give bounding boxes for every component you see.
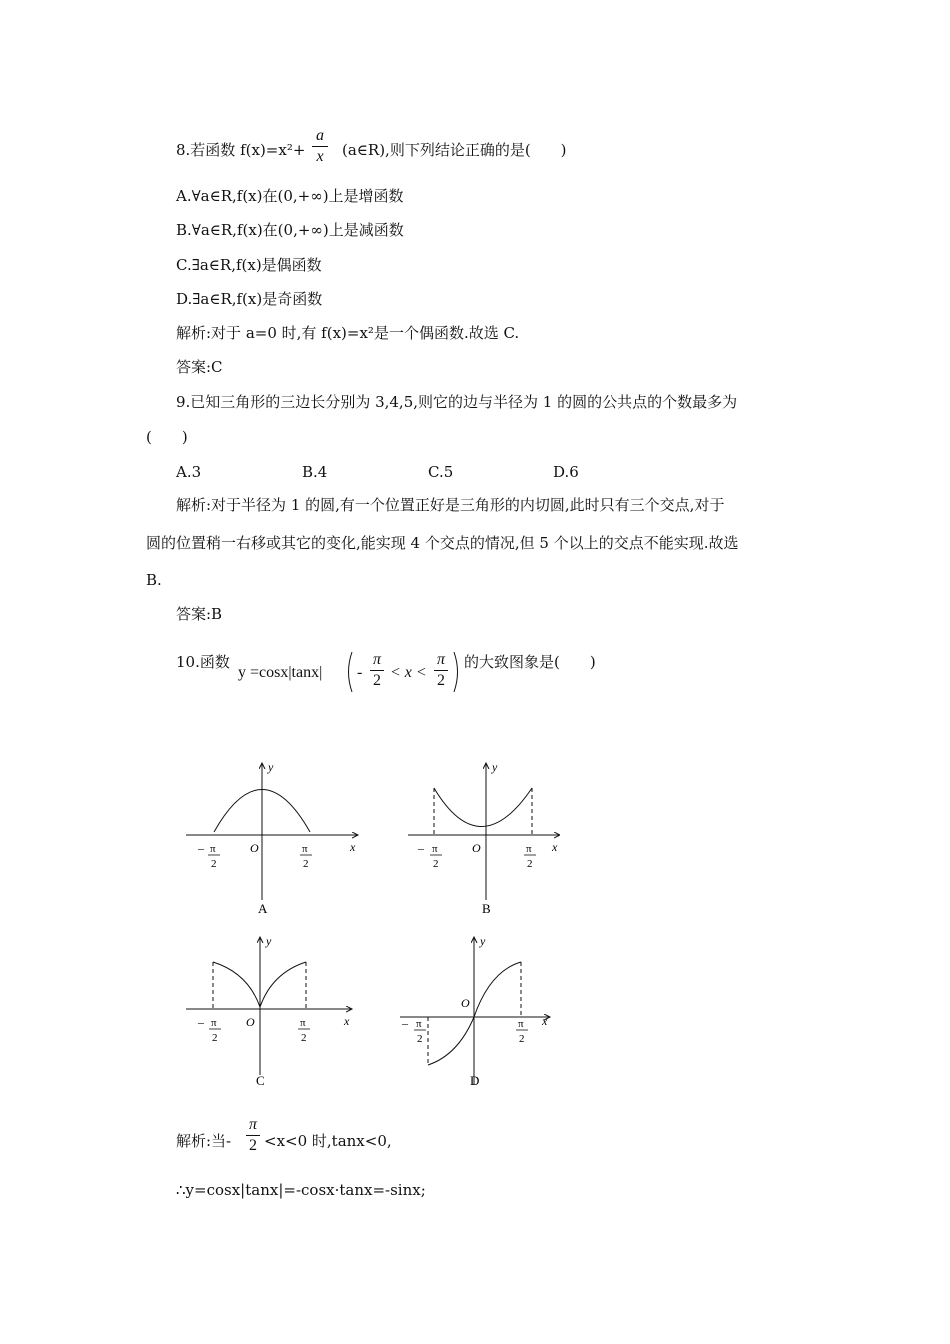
graph-d-pos-den: 2 bbox=[519, 1033, 525, 1045]
graph-c bbox=[186, 934, 352, 1088]
q9-stem-line1: 9.已知三角形的三边长分别为 3,4,5,则它的边与半径为 1 的圆的公共点的个数最多为 bbox=[176, 393, 738, 411]
graph-a-x-label: x bbox=[350, 840, 356, 854]
graph-a-neg-minus: – bbox=[198, 841, 204, 855]
q9-option-b: B.4 bbox=[302, 463, 328, 481]
graph-c-pos-pi: π bbox=[300, 1017, 306, 1029]
q10-frac-left: π 2 bbox=[370, 651, 384, 690]
graph-b bbox=[408, 760, 560, 916]
q9-analysis-line3: B. bbox=[146, 571, 162, 589]
graph-c-neg-pi: π bbox=[211, 1017, 217, 1029]
graph-d-y-label: y bbox=[480, 934, 486, 948]
q8-option-d: D.∃a∈R,f(x)是奇函数 bbox=[176, 290, 323, 308]
q10-analysis-suffix: <x<0 时,tanx<0, bbox=[264, 1132, 392, 1150]
graph-d-neg-minus: – bbox=[402, 1016, 408, 1030]
graph-b-y-label: y bbox=[492, 760, 498, 774]
graph-d-pos-pi: π bbox=[518, 1018, 524, 1030]
graph-a-label: A bbox=[258, 901, 268, 916]
q9-stem-line2: ( ) bbox=[146, 428, 188, 446]
q8-stem-prefix: 8.若函数 f(x)=x²+ bbox=[176, 141, 306, 159]
q10-ineq: < x < bbox=[390, 664, 427, 681]
q8-fraction bbox=[312, 127, 328, 166]
q8-stem-suffix: (a∈R),则下列结论正确的是( ) bbox=[342, 141, 567, 159]
graph-b-origin: O bbox=[472, 841, 481, 855]
graph-d-x-label: x bbox=[542, 1014, 548, 1028]
q10-frac-right: π 2 bbox=[434, 651, 448, 690]
q9-analysis-line2: 圆的位置稍一右移或其它的变化,能实现 4 个交点的情况,但 5 个以上的交点不能实现.故选 bbox=[146, 534, 739, 552]
graph-a-pos-den: 2 bbox=[303, 858, 309, 870]
graph-c-x-label: x bbox=[344, 1014, 350, 1028]
q9-option-c: C.5 bbox=[428, 463, 454, 481]
q8-answer: 答案:C bbox=[176, 358, 223, 376]
graph-a-pos-pi: π bbox=[302, 843, 308, 855]
graph-c-y-label: y bbox=[266, 934, 272, 948]
q8-option-b: B.∀a∈R,f(x)在(0,+∞)上是减函数 bbox=[176, 221, 404, 239]
q10-analysis-line2: ∴y=cosx|tanx|=-cosx·tanx=-sinx; bbox=[176, 1181, 426, 1199]
graph-c-neg-den: 2 bbox=[212, 1032, 218, 1044]
q10-minus: - bbox=[357, 664, 363, 681]
q10-stem-prefix: 10.函数 bbox=[176, 653, 230, 671]
graph-d-neg-pi: π bbox=[416, 1018, 422, 1030]
q9-answer: 答案:B bbox=[176, 605, 223, 623]
graph-a-neg-pi: π bbox=[210, 843, 216, 855]
graph-b-neg-minus: – bbox=[418, 841, 424, 855]
graph-b-pos-den: 2 bbox=[527, 858, 533, 870]
q8-option-c: C.∃a∈R,f(x)是偶函数 bbox=[176, 256, 322, 274]
graph-c-origin: O bbox=[246, 1015, 255, 1029]
q8-option-a: A.∀a∈R,f(x)在(0,+∞)上是增函数 bbox=[176, 187, 404, 205]
graph-b-neg-den: 2 bbox=[433, 858, 439, 870]
graph-d-origin: O bbox=[461, 996, 470, 1010]
graph-c-neg-minus: – bbox=[198, 1015, 204, 1029]
q9-option-d: D.6 bbox=[553, 463, 579, 481]
q10-graphs bbox=[180, 755, 560, 1095]
q8-stem bbox=[176, 140, 305, 160]
graph-a-origin: O bbox=[250, 841, 259, 855]
graph-d-neg-den: 2 bbox=[417, 1033, 423, 1045]
graph-d-label: D bbox=[470, 1073, 480, 1088]
q8-frac-num: a bbox=[316, 127, 324, 144]
graph-b-x-label: x bbox=[552, 840, 558, 854]
graph-a-y-label: y bbox=[268, 760, 274, 774]
graph-b-label: B bbox=[482, 901, 491, 916]
graph-b-curve bbox=[434, 788, 532, 827]
graph-d bbox=[400, 934, 550, 1088]
q8-frac-den: x bbox=[316, 148, 324, 165]
graph-a bbox=[186, 760, 358, 916]
q10-stem-suffix: 的大致图象是( ) bbox=[464, 653, 596, 671]
graph-a-neg-den: 2 bbox=[211, 858, 217, 870]
graph-c-label: C bbox=[256, 1073, 265, 1088]
graph-c-pos-den: 2 bbox=[301, 1032, 307, 1044]
graph-b-neg-pi: π bbox=[432, 843, 438, 855]
graph-b-pos-pi: π bbox=[526, 843, 532, 855]
q10-formula-left: y =cosx|tanx| bbox=[238, 664, 323, 681]
q10-analysis-prefix: 解析:当- bbox=[176, 1132, 232, 1150]
q10-analysis-frac: π 2 bbox=[246, 1116, 260, 1155]
q8-analysis: 解析:对于 a=0 时,有 f(x)=x²是一个偶函数.故选 C. bbox=[176, 324, 520, 342]
q9-analysis-line1: 解析:对于半径为 1 的圆,有一个位置正好是三角形的内切圆,此时只有三个交点,对于 bbox=[176, 496, 725, 514]
q9-option-a: A.3 bbox=[176, 463, 202, 481]
